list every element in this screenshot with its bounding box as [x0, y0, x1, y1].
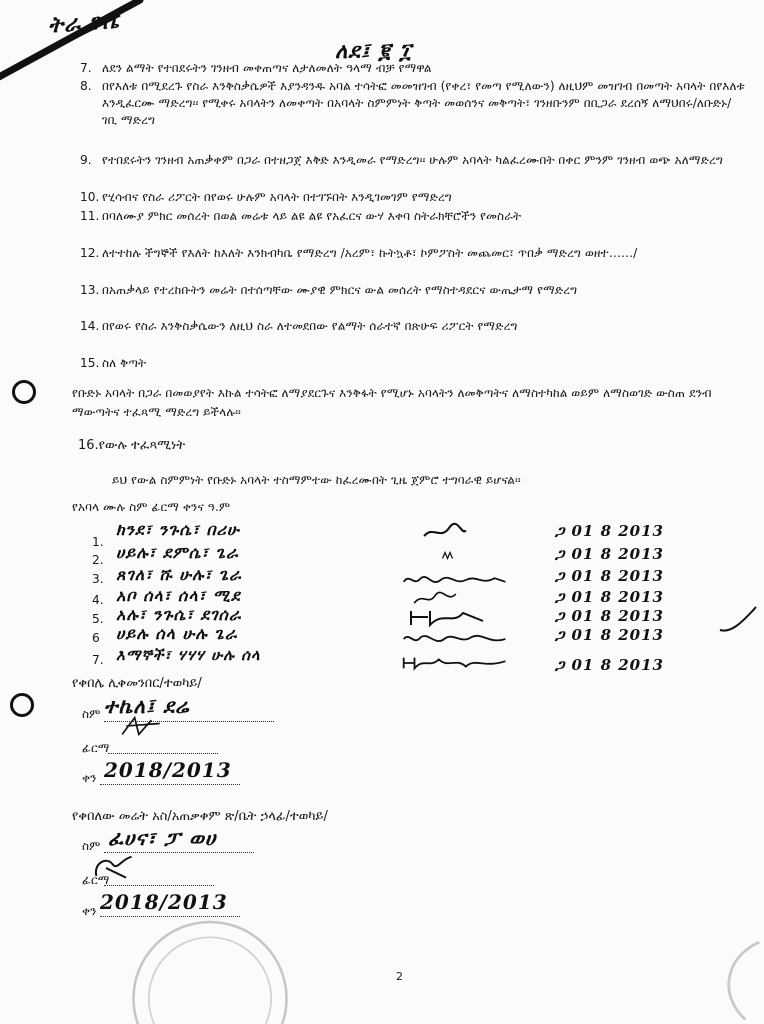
member-name: አሉ፣ ንጉሴ፣ ደገሰራ [116, 605, 242, 624]
clause-text: የተበደሩትን ገንዘብ አጠቃቀም በጋራ በተዘጋጀ እቅድ እንዲመራ የማድረግ፡፡ ሁሉም አባላት ካልፈረሙበት በቀር ምንም ገንዘብ ወጭ አለማድረግ [102, 153, 723, 167]
member-date: ጋ 01 8 2013 [555, 656, 664, 674]
clause-number: 11. [80, 209, 100, 223]
clause-number: 10. [80, 190, 100, 204]
receiver2-date-value: 2018/2013 [100, 890, 228, 914]
stamp-fragment [708, 935, 764, 1024]
member-row [90, 648, 740, 672]
members-header: የአባላ ሙሉ ስም ፊርማ ቀንና ዓ.ም [72, 500, 231, 514]
member-number: 4. [92, 593, 104, 607]
receiver1-name-value: ተኬለ፤ ደሬ [104, 694, 190, 718]
member-signature [440, 547, 470, 565]
member-date: ጋ 01 8 2013 [555, 588, 664, 606]
clause-text: የሂሳብና የስራ ሪፖርት በየወሩ ሁሉም አባላት በተገኙበት እንዲገመገም የማድረግ [102, 190, 452, 204]
clause-number: 7. [80, 61, 92, 75]
punch-hole-top [12, 380, 36, 404]
member-number: 5. [92, 612, 104, 626]
receiver2-heading: የቀበለው መሬት አስ/አጠቃቀም ጽ/ቤት ኃላፊ/ተወካይ/ [72, 809, 328, 824]
member-number: 7. [92, 653, 104, 667]
clause-number: 13. [80, 283, 100, 297]
section-16-text: ይህ የውል ስምምነት የቡድኑ አባላት ተስማምተው ከፈረሙበት ጊዜ ጀምሮ ተግባራዊ ይሆናል፡፡ [112, 473, 521, 487]
clause-number: 15. [80, 356, 100, 370]
member-date: ጋ 01 8 2013 [555, 567, 664, 585]
receiver2-sig-label: ፊርማ [82, 873, 110, 887]
clause-number: 9. [80, 153, 92, 167]
member-signature [420, 522, 470, 542]
member-name: እማኞች፣ ሃሃሃ ሁሉ ሰላ [116, 646, 261, 664]
member-name: ጸገለ፣ ሹ ሁሉ፣ ጌራ [116, 565, 242, 584]
clause-number: 8. [80, 79, 92, 93]
member-row [90, 520, 740, 549]
receiver1-sig-label: ፊርማ [82, 741, 110, 755]
receiver1-sig-line [108, 752, 218, 754]
punch-hole-bottom [10, 693, 34, 717]
section-16-heading: 16.የውሉ ተፈጻሚነት [78, 438, 186, 453]
member-signature [395, 654, 515, 672]
penalty-paragraph: የቡድኑ አባላት በጋራ በመወያየት እኩል ተሳትፎ ለማያደርጉና እንቅፋት የሚሆኑ አባላትን ለመቅጣትና ለማስተካከል ወይም ለማስወገድ ውስጠ ደንብ ማውጣትና ተፈጻሚ ማድረግ ይችላሉ፡፡ [72, 386, 712, 419]
receiver2-name-label: ስም [82, 839, 101, 853]
member-name: አቦ ሰላ፣ ሰላ፣ ሚደ [116, 586, 241, 605]
member-date: ጋ 01 8 2013 [555, 626, 664, 644]
clause-text: ለተተከሉ ችግኞች የእለት ከእለት እንክብካቤ የማድረግ /አረም፣ ኩትኳቶ፣ ኮምፖስት መጨመር፣ ጥበቃ ማድረግ ወዘተ……/ [102, 246, 638, 260]
member-name: ሀይሉ ሰላ ሁሉ ጌራ [116, 624, 238, 643]
receiver1-date-line [100, 783, 240, 785]
member-date: ጋ 01 8 2013 [555, 607, 664, 625]
member-name: ሀይሉ፣ ደምሴ፣ ጌራ [116, 543, 239, 562]
member-signature [408, 607, 488, 627]
member-number: 3. [92, 572, 104, 586]
member-row [90, 545, 740, 567]
official-stamp [110, 905, 310, 1024]
member-number: 6 [92, 631, 100, 645]
receiver1-heading: የቀበሌ ሊቀመንበር/ተወካይ/ [72, 676, 202, 691]
clause-text: በባለሙያ ምክር መሰረት በወል መሬቱ ላይ ልዩ ልዩ የአፈርና ውሃ እቀባ ስትራክቸሮችን የመስራት [102, 209, 522, 223]
receiver1-date-value: 2018/2013 [104, 758, 232, 782]
clause-text: በየወሩ የስራ እንቅስቃሴውን ለዚህ ስራ ለተመደበው የልማት ሰራተኛ በጽሁፍ ሪፖርት የማድረግ [102, 319, 518, 333]
member-number: 2. [92, 553, 104, 567]
member-signature [410, 590, 460, 608]
clause-number: 12. [80, 246, 100, 260]
member-signature [395, 571, 515, 589]
receiver1-date-label: ቀን [82, 771, 97, 785]
receiver1-signature [118, 712, 168, 740]
member-date: ጋ 01 8 2013 [555, 522, 664, 540]
receiver2-name-value: ፈሀና፣ ፓ ወሀ [108, 826, 217, 850]
handwritten-corner-note: ትራ ንሴ [47, 7, 121, 39]
member-name: ክንደ፣ ንጉሴ፣ በሪሁ [116, 520, 240, 539]
member-signature [395, 630, 515, 648]
member-date: ጋ 01 8 2013 [555, 545, 664, 563]
clause-text: በየእለቱ በሚደረጉ የስራ እንቅስቃሴዎች እያንዳንዱ አባል ተሳትፎ መመዝገብ (የቀረ፣ የመጣ የሚለውን) ለዚህም መዝገብ በመጣት አባላት በየእለቱ እንዲፈርሙ ማድረግ፡፡ የሚቀሩ አባላትን ለመቀጣት በአባላት ስምምነት ቅጣት መወሰንና መቅጣት፣ ገንዘቡንም በቢጋራ ደረሰኝ ለማህበሩ/ለቡድኑ/ ገቢ ማድረግ [102, 79, 745, 127]
member-number: 1. [92, 535, 104, 549]
clause-number: 14. [80, 319, 100, 333]
receiver1-name-label: ስም [82, 707, 101, 721]
check-mark [718, 605, 758, 635]
handwritten-page-mark: ለደ፤ ፪ ፲ [335, 38, 412, 63]
receiver2-date-label: ቀን [82, 904, 97, 918]
clause-text: ስለ ቅጣት [102, 356, 147, 370]
member-row [90, 626, 740, 648]
receiver2-signature [90, 850, 138, 886]
page-number: 2 [396, 970, 403, 983]
clause-text: ለደን ልማት የተበደሩትን ገንዘብ መቀጠጣና ለታለመለት ዓላማ ብቻ የማዋል [102, 61, 432, 75]
clause-text: በአጠቃላይ የተረከቡትን መሬት በተሰጣቸው ሙያዊ ምክርና ውል መሰረት የማስተዳደርና ውጤታማ የማድረግ [102, 283, 578, 297]
